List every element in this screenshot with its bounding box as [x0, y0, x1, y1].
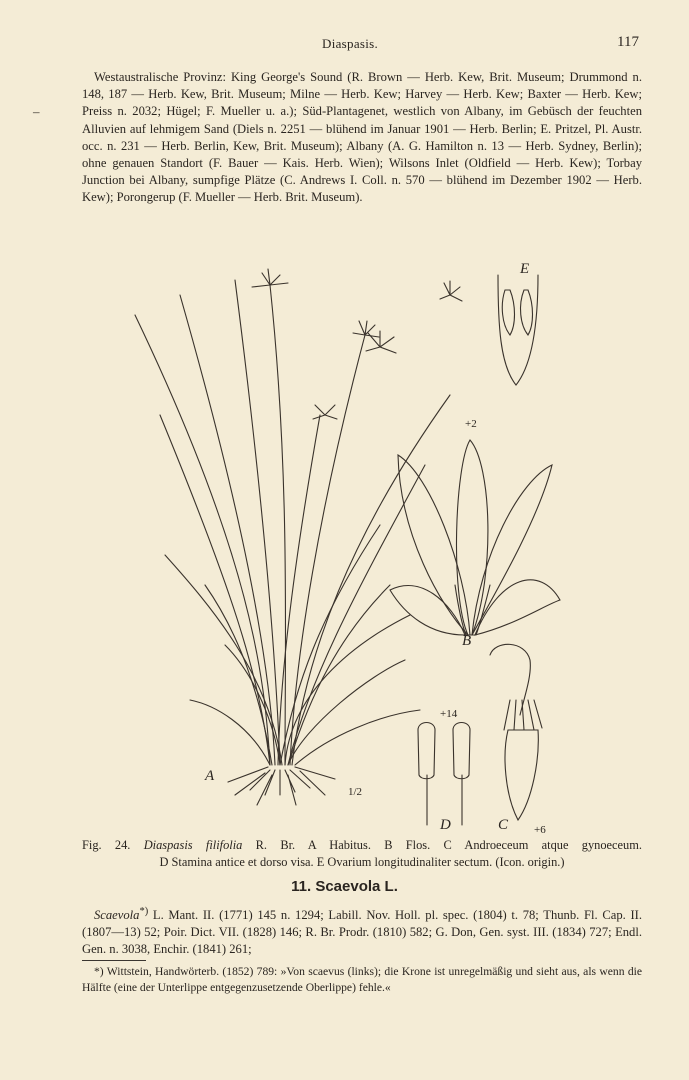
footnote-text: *) Wittstein, Handwörterb. (1852) 789: »Von scaevus (links); die Krone ist unregelmäßig und sieht aus, als wenn die Hälfte (eine der Unterlippe entgegenzusetzende Oberlippe) fehle.«	[82, 965, 642, 994]
androeceum-drawing	[490, 644, 542, 820]
references-paragraph	[82, 903, 642, 958]
figure-caption	[82, 837, 642, 870]
section-title: 11. Scaevola L.	[291, 878, 398, 895]
margin-mark: –	[33, 104, 40, 119]
caption-rest: R. Br. A Habitus. B Flos. C Androeceum atque gynoeceum.	[255, 838, 642, 852]
genus-name: Scaevola	[94, 908, 140, 923]
running-head: Diaspasis.	[322, 36, 379, 51]
page-number: 117	[617, 34, 639, 50]
references-text	[82, 903, 642, 958]
stamens-drawing	[418, 723, 470, 826]
figure-label-a: A	[205, 768, 215, 784]
figure-scale-a: 1/2	[348, 786, 363, 798]
figure-label-c: C	[498, 817, 509, 833]
caption-line-2: D Stamina antice et dorso visa. E Ovarium longitudinaliter sectum. (Icon. origin.)	[159, 854, 565, 869]
figure-illustration	[120, 255, 570, 835]
locality-paragraph	[82, 69, 642, 207]
footnote-marker: *)	[139, 906, 149, 917]
caption-species: Diaspasis filifolia	[143, 838, 243, 852]
flower-drawing	[390, 440, 560, 635]
figure-scale-b: +2	[465, 418, 477, 430]
figure-scale-d: +14	[440, 708, 458, 720]
caption-line-1	[82, 837, 642, 854]
locality-text: Westaustralische Provinz: King George's Sound (R. Brown — Herb. Kew, Brit. Museum; Drummond n. 148, 187 — Herb. Kew, Brit. Museum; Milne — Herb. Kew; Harvey — Herb. Kew; Baxter — Herb. Kew; Preiss n. 2032; Hügel; F. Mueller u. a.); Süd-Plantagenet, westlich von Albany, im Gebüsch der feuchten Alluvien auf lehmigem Sand (Diels n. 2251 — blühend im Januar 1901 — Herb. Berlin; E. Pritzel, Pl. Austr. occ. n. 231 — Herb. Berlin, Kew, Brit. Museum); Albany (A. G. Hamilton n. 13 — Herb. Sydney, Berlin); ohne genauen Standort (F. Bauer — Kais. Herb. Wien); Wilsons Inlet (Oldfield — Herb. Kew); Torbay Junction bei Albany, sumpfige Plätze (C. Andrews I. Coll. n. 570 — blühend im Dezember 1902 — Herb. Kew); Porongerup (F. Mueller — Herb. Brit. Museum).	[82, 70, 642, 205]
ovary-section-drawing	[498, 275, 538, 385]
botanical-figure	[120, 255, 570, 835]
figure-label-e: E	[520, 261, 530, 277]
figure-label-d: D	[440, 817, 451, 833]
caption-fig-no: Fig. 24.	[82, 838, 131, 852]
footnote	[82, 964, 642, 996]
figure-label-b: B	[462, 633, 472, 649]
page-header	[0, 36, 689, 56]
footnote-rule	[82, 960, 146, 961]
figure-scale-c: +6	[534, 824, 546, 835]
references-body: L. Mant. II. (1771) 145 n. 1294; Labill. Nov. Holl. pl. spec. (1804) t. 78; Thunb. Fl. Cap. II. (1807—13) 52; Poir. Dict. VII. (1828) 146; R. Br. Prodr. (1810) 582; G. Don, Gen. syst. III. (1834) 727; Endl. Gen. n. 3038, Enchir. (1841) 261;	[82, 908, 642, 957]
